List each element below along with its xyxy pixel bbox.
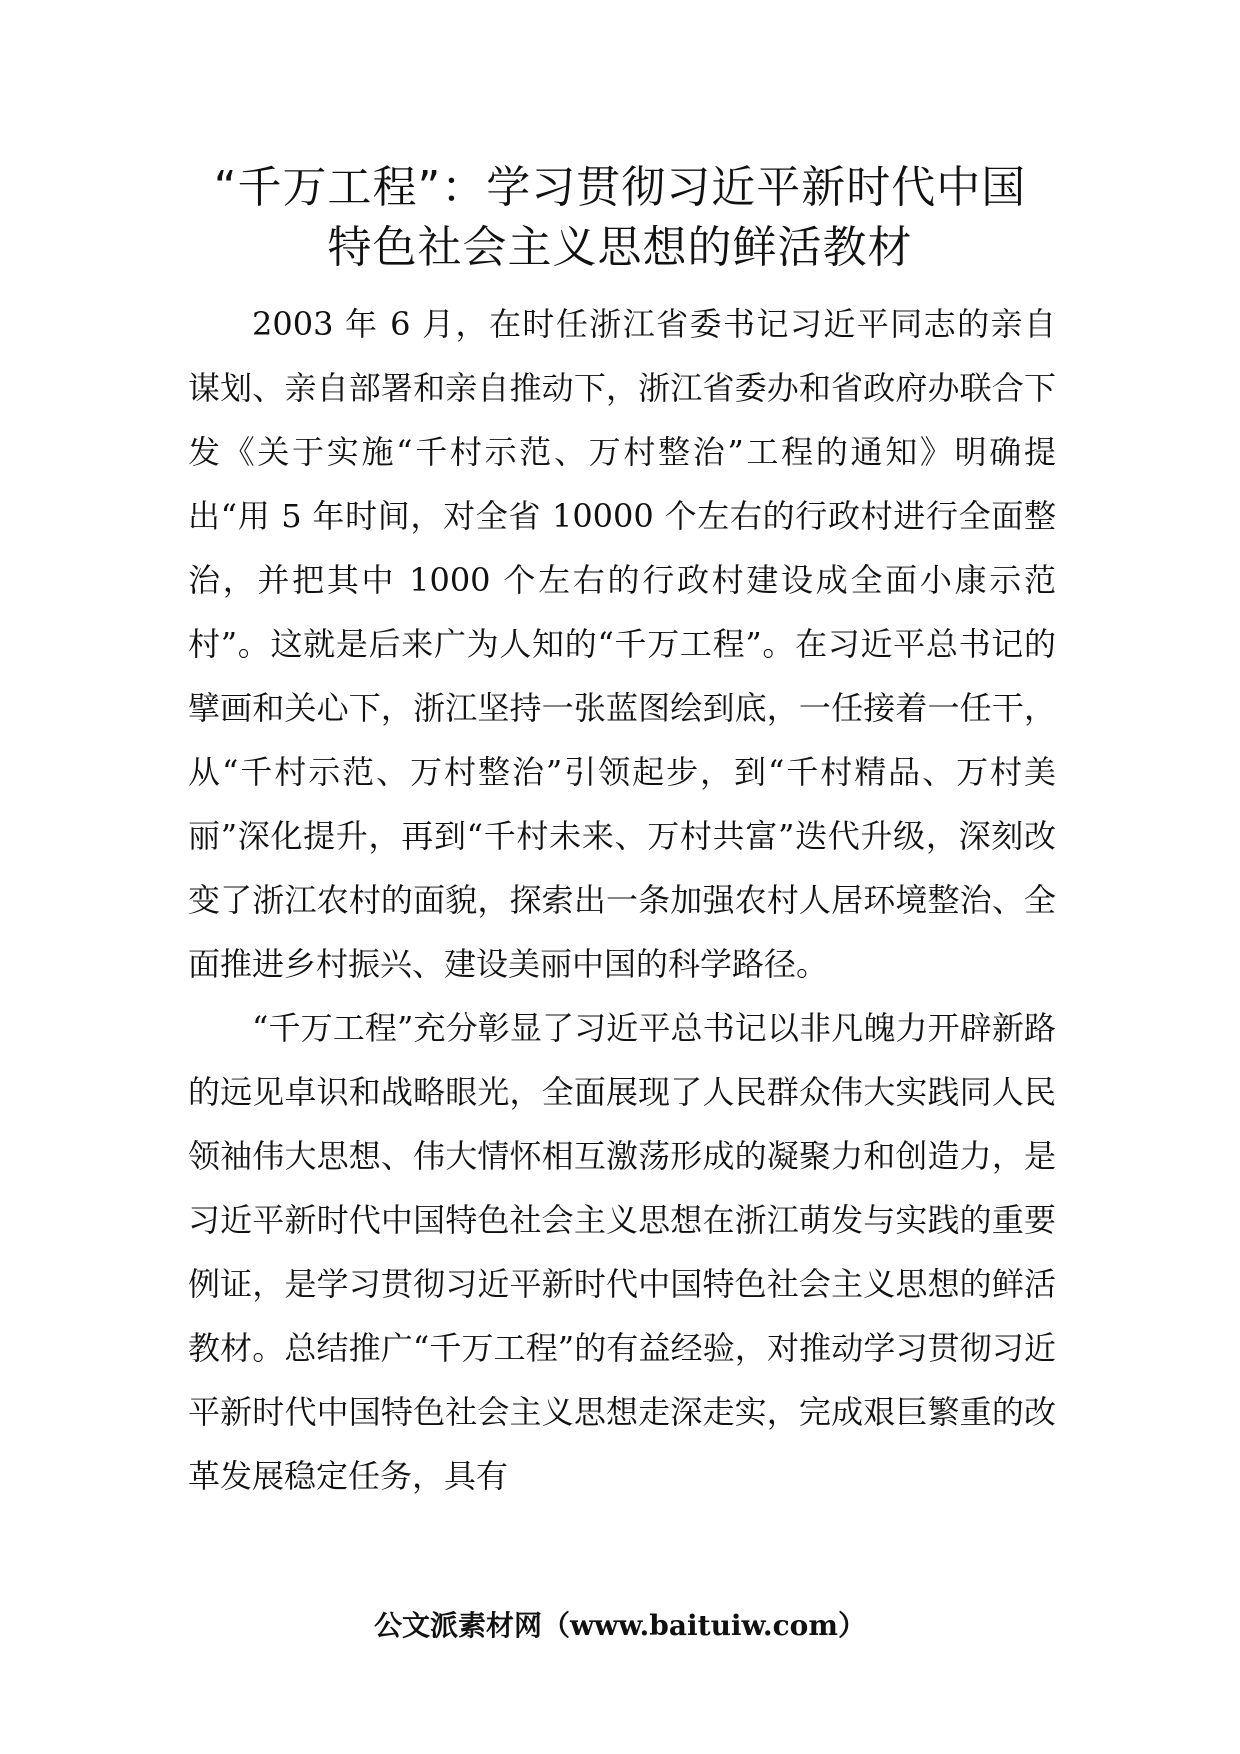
title-line-2: 特色社会主义思想的鲜活教材 — [327, 222, 913, 273]
title-line-1: “千万工程”：学习贯彻习近平新时代中国 — [213, 162, 1027, 213]
paragraph-2: “千万工程”充分彰显了习近平总书记以非凡魄力开辟新路的远见卓识和战略眼光，全面展现了人民群众伟大实践同人民领袖伟大思想、伟大情怀相互激荡形成的凝聚力和创造力，是习近平新时代中国特色社会主义思想在浙江萌发与实践的重要例证，是学习贯彻习近平新时代中国特色社会主义思想的鲜活教材。总结推广“千万工程”的有益经验，对推动学习贯彻习近平新时代中国特色社会主义思想走深走实，完成艰巨繁重的改革发展稳定任务，具有 — [188, 1009, 1056, 1495]
paragraph-1: 2003 年 6 月，在时任浙江省委书记习近平同志的亲自谋划、亲自部署和亲自推动下，浙江省委办和省政府办联合下发《关于实施“千村示范、万村整治”工程的通知》明确提出“用 5 年时间，对全省 10000 个左右的行政村进行全面整治，并把其中 1000 个左右的行政村建设成全面小康示范村”。这就是后来广为人知的“千万工程”。在习近平总书记的擘画和关心下，浙江坚持一张蓝图绘到底，一任接着一任干，从“千村示范、万村整治”引领起步，到“千村精品、万村美丽”深化提升，再到“千村未来、万村共富”迭代升级，深刻改变了浙江农村的面貌，探索出一条加强农村人居环境整治、全面推进乡村振兴、建设美丽中国的科学路径。 — [188, 305, 1056, 983]
document-body — [188, 292, 1056, 1508]
document-title — [150, 158, 1090, 278]
footer-watermark: 公文派素材网（www.baituiw.com） — [374, 1609, 866, 1642]
